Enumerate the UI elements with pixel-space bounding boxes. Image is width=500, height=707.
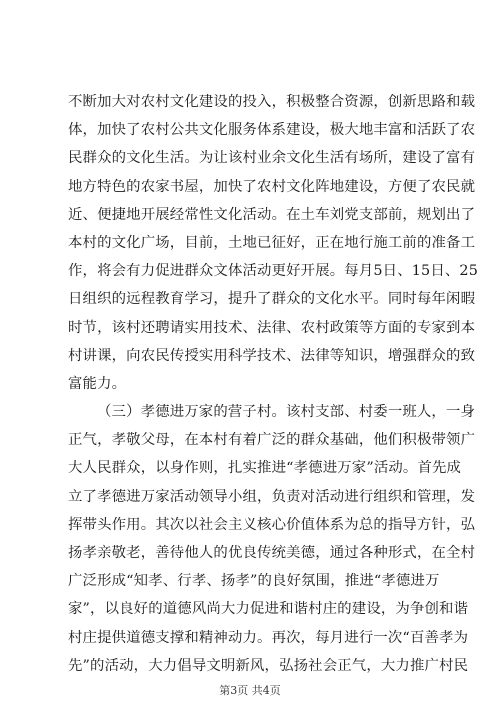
text-line: 村庄提供道德支撑和精神动力。再次，每月进行一次“百善孝为 bbox=[68, 629, 469, 646]
text-line: 先”的活动，大力倡导文明新风，弘扬社会正气，大力推广村民 bbox=[68, 657, 469, 674]
text-line: 挥带头作用。其次以社会主义核心价值体系为总的指导方针，弘 bbox=[68, 516, 476, 533]
text-line: 日组织的远程教育学习，提升了群众的文化水平。同时每年闲暇 bbox=[68, 291, 476, 308]
text-line: 立了孝德进万家活动领导小组，负责对活动进行组织和管理，发 bbox=[68, 488, 476, 505]
text-line-indented: （三）孝德进万家的营子村。该村支部、村委一班人，一身 bbox=[97, 404, 476, 421]
text-line: 民群众的文化生活。为让该村业余文化生活有场所，建设了富有 bbox=[68, 150, 476, 167]
text-line: 家”，以良好的道德风尚大力促进和谐村庄的建设，为争创和谐 bbox=[68, 601, 469, 618]
page-footer: 第3页 共4页 bbox=[219, 684, 281, 697]
text-line: 时节，该村还聘请实用技术、法律、农村政策等方面的专家到本 bbox=[68, 319, 476, 336]
text-line: 正气，孝敬父母，在本村有着广泛的群众基础，他们积极带领广 bbox=[68, 432, 476, 449]
text-line: 不断加大对农村文化建设的投入，积极整合资源，创新思路和载 bbox=[68, 94, 476, 110]
text-line: 大人民群众，以身作则，扎实推进“孝德进万家”活动。首先成 bbox=[68, 460, 462, 477]
text-line: 体，加快了农村公共文化服务体系建设，极大地丰富和活跃了农 bbox=[68, 122, 476, 139]
body-text bbox=[68, 88, 479, 680]
text-line: 广泛形成“知孝、行孝、扬孝”的良好氛围，推进“孝德进万 bbox=[68, 573, 440, 590]
text-line: 地方特色的农家书屋，加快了农村文化阵地建设，方便了农民就 bbox=[68, 178, 476, 195]
text-line: 村讲课，向农民传授实用科学技术、法律等知识，增强群众的致 bbox=[68, 347, 476, 364]
text-line: 作，将会有力促进群众文体活动更好开展。每月5日、15日、25 bbox=[68, 263, 479, 280]
text-line: 扬孝亲敬老，善待他人的优良传统美德，通过各种形式，在全村 bbox=[68, 545, 476, 561]
text-line: 富能力。 bbox=[68, 375, 127, 392]
text-line: 本村的文化广场，目前，土地已征好，正在地行施工前的准备工 bbox=[68, 234, 476, 251]
text-line: 近、便捷地开展经常性文化活动。在土车刘党支部前，规划出了 bbox=[68, 206, 476, 223]
